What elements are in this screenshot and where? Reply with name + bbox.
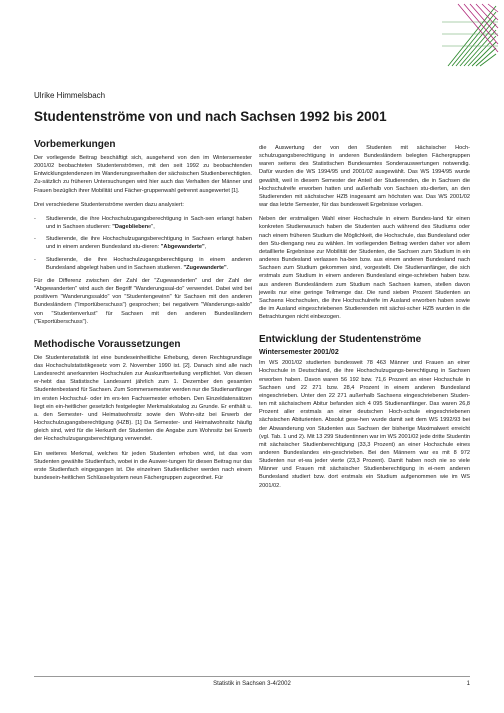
list-item-end: . [226,264,229,271]
page-footer [0,676,504,696]
list-dash: - [34,215,36,222]
right-column [259,144,470,496]
page-number: 1 [466,681,470,687]
list-item-text [46,215,252,231]
list-item [34,215,252,231]
list-dash: - [34,236,36,243]
list-item [34,256,252,272]
paragraph: die Auswertung der von den Studenten mit sächsischer Hoch-schulzugangsberechtigung in anderen Bundesländern belegten Fächergruppen waren seitens des Statistischen Bundesamtes Sonderauswertungen notwendig. Dafür wurden die WS 1994/95 und 2001/02 ausgewählt. Das WS 1994/95 wurde gewählt, weil in diesem Semester der Anteil der Studierenden, die in Sachsen die Hochschulreife erworben hatten und außerhalb von Sachsen stu-dierten, an den Studierenden mit sächsischer HZB insgesamt am höchsten war. Das WS 2001/02 war das letzte Semester, für das bundesweit Ergebnisse vorlagen. [259,145,470,209]
paragraph: Für die Differenz zwischen der Zahl der "Zugewanderten" und der Zahl der "Abgewanderten" wird auch der Begriff "Wanderungssal-do" verwendet. Dabei wird bei positivem "Wanderungssaldo" von "Studentengewinn" für Sachsen mit den anderen Bundesländern ("Importüberschuss") gesprochen; bei negativem "Wanderungs-saldo" von "Studentenverlust" für Sachsen mit den anderen Bundesländern ("Exportüberschuss"). [34,277,252,325]
paragraph: Neben der erstmaligen Wahl einer Hochschule in einem Bundes-land für einen konkreten Studienwunsch haben die Studenten auch während des Studiums oder nach einem früheren Studium die Möglichkeit, die Hochschule, das Bundesland oder den Stu-diengang neu zu wählen. Im vorliegenden Beitrag werden daher vor allem detaillierte Ergebnisse zur Mobilität der Studenten, die Sachsen zum Studium in ein anderes Bundesland verlassen ha-ben bzw. aus einem anderen Bundesland nach Sachsen zum Studium gekommen sind, vorgestellt. Die Studienanfänger, die sich erstmals zum Studium in einem anderen Bundesland einge-schrieben haben bzw. aus anderen Bundesländern zum Studium nach Sachsen kamen, stellen davon jeweils nur eine geringe Teilmenge dar. Die rund sieben Prozent Studenten an Sachsens Hochschulen, die ihre Hochschulreife im Ausland erworben haben sowie die im Ausland eingeschriebenen Studierenden mit sächsi-scher HZB wurden in die Betrachtungen nicht einbezogen. [259,216,470,321]
heading-entwicklung: Entwicklung der Studentenströme [259,334,422,346]
list-item-body: Studierende, die ihre Hochschulzugangsberechtigung in einem anderen Bundesland abgelegt haben und in Sachsen studieren. [46,256,252,271]
list-item-term: "Abgewanderte" [160,244,205,251]
list-item-end: , [204,244,207,251]
paragraph: Die Studentenstatistik ist eine bundeseinheitliche Erhebung, deren Rechtsgrundlage das Hochschulstatistikgesetz vom 2. November 1990 ist. [2]. Danach sind alle nach Landesrecht anerkannten Hochschulen zur Auskunftserteilung verpflichtet. Von diesen er-hebt das Statistische Landesamt jährlich zum 1. Dezember den gesamten Studentenbestand für Sachsen. Zum Sommersemester werden nur die Studienanfänger im ersten Hochschul- oder im ers-ten Fachsemester erhoben. Den Einzeldatensätzen liegt ein ein-heitlicher gesetzlich festgelegter Merkmalskatalog zu Grunde. Er enthält u. a. den Semester- und Heimatwohnsitz sowie den Wohn-sitz bei Erwerb der Hochschulzugangsberechtigung (HZB). [1] Da Semester- und Heimatwohnsitz häufig gleich sind, wird für die Herkunft der Studenten die Angabe zum Wohnsitz bei Erwerb der Hochschulzugangsberechtigung verwendet. [34,354,252,443]
paragraph: Der vorliegende Beitrag beschäftigt sich, ausgehend von den im Wintersemester 2001/02 beobachteten Studentenströmen, mit den seit 1992 zu beobachtenden Entwicklungstendenzen im Wanderungsverhalten der sächsischen Studienberechtigten. Zu-sätzlich zu früheren Untersuchungen wird hier auch das Verhalten der Männer und Frauen bezüglich ihrer Mobilität und Fächer-gruppenwahl getrennt ausgewertet [1]. [34,155,252,194]
list-item-term: "Dageblieben [112,224,149,231]
journal-name: Statistik in Sachsen 3-4/2002 [213,681,291,687]
list-item-text [46,235,252,251]
list-item [34,235,252,251]
heading-vorbemerkungen: Vorbemerkungen [34,139,116,150]
subheading-ws-2001-02: Wintersemester 2001/02 [259,349,339,357]
paragraph: Im WS 2001/02 studierten bundesweit 78 463 Männer und Frauen an einer Hochschule in Deutschland, die ihre Hochschulzugangs-berechtigung in Sachsen erworben haben. Davon waren 56 192 bzw. 71,6 Prozent an einer Hochschule in Sachsen und 22 271 bzw. 28,4 Prozent in einem anderen Bundesland eingeschrieben. Unter den 22 271 außerhalb Sachsens eingeschriebenen Studen-ten mit sächsischem Abitur befanden sich 4 095 Studienanfänger. Das waren 26,8 Prozent aller erstmals an einer deutschen Hoch-schule eingeschriebenen sächsischen Abiturienten. Absolut gese-hen wurde damit seit dem WS 1992/93 bei der Abwanderung von Studenten aus Sachsen der bisherige Maximalwert erreicht (vgl. Tab. 1 und 2). Mit 13 299 Studentinnen war im WS 2001/02 jede dritte Studentin mit sächsischer Studienberechtigung (33,3 Prozent) an einer Hochschule eines anderen Bundeslandes ein-geschrieben. Bei den Männern war es mit 8 972 Studenten nur et-wa jeder vierte (23,3 Prozent). Damit haben noch nie so viele Männer und Frauen mit sächsischer Studienberechtigung in ei-nem anderen Bundesland studiert bzw. dort erstmals ein Studium aufgenommen wie im WS 2001/02. [259,360,470,489]
list-item-body: Studierende, die ihre Hochschulzugangsberechtigung in Sach-sen erlangt haben und in Sachsen studieren: [46,215,252,231]
heading-methodische-voraussetzungen: Methodische Voraussetzungen [34,338,181,350]
article-title: Studentenströme von und nach Sachsen 1992 bis 2001 [34,109,387,124]
list-dash: - [34,256,36,263]
author-name: Ulrike Himmelsbach [34,91,106,100]
list-item-body: Studierende, die ihre Hochschulzugangsberechtigung in Sachsen erlangt haben und in einem anderen Bundesland stu-dieren: [46,236,252,251]
left-column [34,138,252,488]
stream-list [34,215,252,272]
list-item-end: e", [148,224,155,231]
list-item-term: "Zugewanderte" [183,264,227,271]
footer-rule [34,676,470,677]
list-item-text [46,256,252,272]
statistics-logo [438,2,500,68]
paragraph: Ein weiteres Merkmal, welches für jeden Studenten erhoben wird, ist das vom Studenten gewählte Studienfach, wobei in die Auswer-tungen für diesen Beitrag nur das erste Studienfach eingegangen ist. Die einzelnen Studienfächer werden nach einem bundesein-heitlichen Schlüsselsystem neun Fächergruppen zugeordnet. Für [34,450,252,481]
paragraph: Drei verschiedene Studentenströme werden dazu analysiert: [34,201,184,208]
